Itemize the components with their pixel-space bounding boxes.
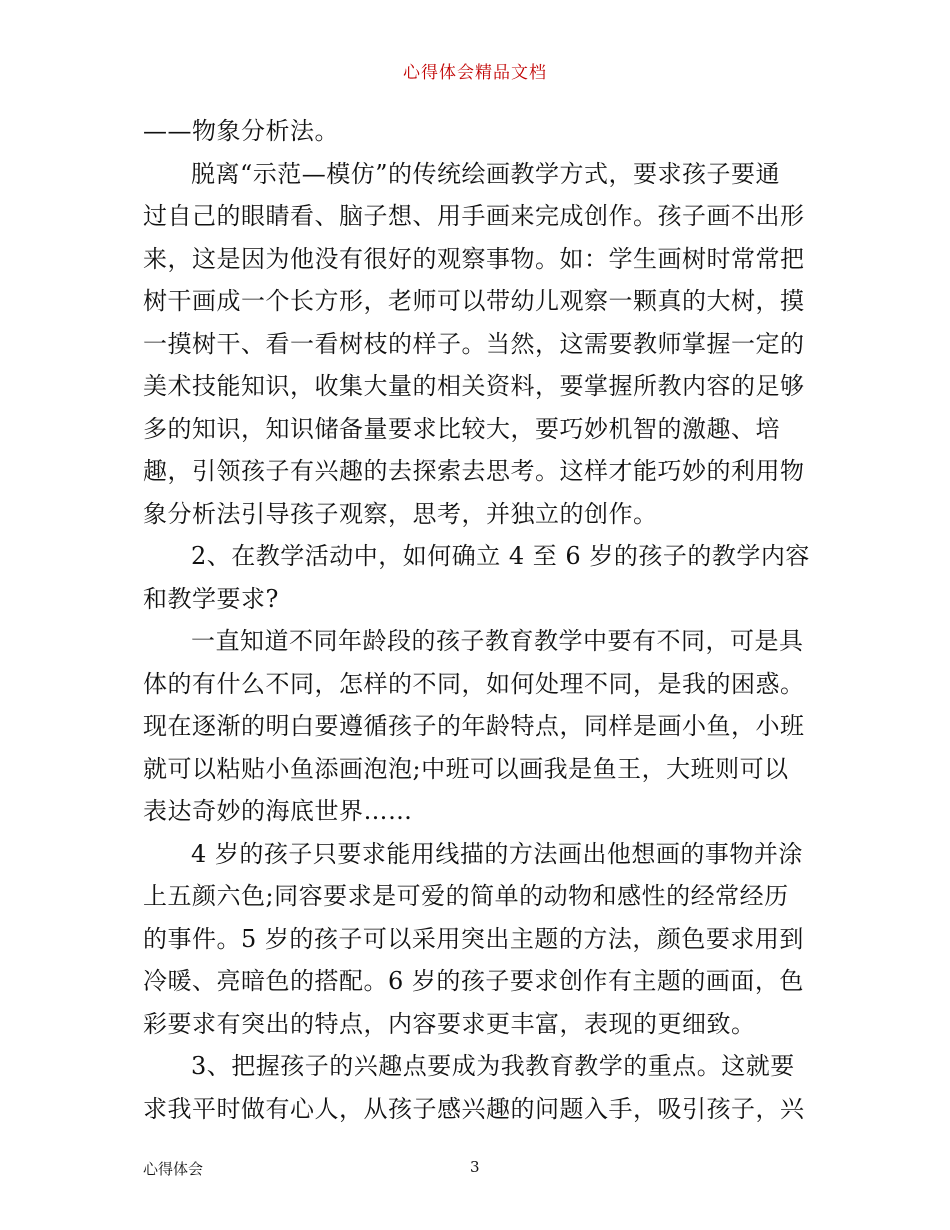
text-line: 一直知道不同年龄段的孩子教育教学中要有不同，可是具 (191, 627, 804, 655)
text-line: 冷暖、亮暗色的搭配。6 岁的孩子要求创作有主题的画面，色 (143, 967, 804, 995)
text-line: ——物象分析法。 (143, 117, 339, 145)
text-line: 多的知识，知识储备量要求比较大，要巧妙机智的激趣、培 (143, 414, 780, 443)
page-number: 3 (470, 1158, 480, 1176)
text-line: 2、在教学活动中，如何确立 4 至 6 岁的孩子的教学内容 (191, 542, 810, 570)
text-line: 趣，引领孩子有兴趣的去探索去思考。这样才能巧妙的利用物 (143, 457, 805, 485)
body-text (143, 110, 818, 1130)
text-line: 表达奇妙的海底世界…… (143, 797, 413, 825)
text-line: 4 岁的孩子只要求能用线描的方法画出他想画的事物并涂 (191, 839, 803, 868)
text-line: 现在逐渐的明白要遵循孩子的年龄特点，同样是画小鱼，小班 (143, 712, 805, 740)
text-line: 彩要求有突出的特点，内容要求更丰富，表现的更细致。 (143, 1009, 756, 1038)
text-line: 就可以粘贴小鱼添画泡泡;中班可以画我是鱼王，大班则可以 (143, 754, 789, 783)
text-line: 和教学要求? (143, 584, 279, 613)
text-line: 象分析法引导孩子观察，思考，并独立的创作。 (143, 499, 658, 528)
text-line: 求我平时做有心人，从孩子感兴趣的问题入手，吸引孩子，兴 (143, 1094, 805, 1123)
text-line: 体的有什么不同，怎样的不同，如何处理不同，是我的困惑。 (143, 669, 805, 698)
footer-label: 心得体会 (143, 1160, 204, 1178)
text-line: 脱离“示范—模仿”的传统绘画教学方式，要求孩子要通 (191, 159, 781, 188)
text-line: 一摸树干、看一看树枝的样子。当然，这需要教师掌握一定的 (143, 329, 805, 358)
document-header-title: 心得体会精品文档 (403, 63, 547, 83)
text-line: 3、把握孩子的兴趣点要成为我教育教学的重点。这就要 (191, 1052, 795, 1080)
text-line: 过自己的眼睛看、脑子想、用手画来完成创作。孩子画不出形 (143, 202, 805, 230)
text-line: 树干画成一个长方形，老师可以带幼儿观察一颗真的大树，摸 (143, 287, 805, 315)
text-line: 美术技能知识，收集大量的相关资料，要掌握所教内容的足够 (143, 372, 805, 400)
text-line: 上五颜六色;同容要求是可爱的简单的动物和感性的经常经历 (143, 882, 789, 910)
text-line: 来，这是因为他没有很好的观察事物。如：学生画树时常常把 (143, 244, 805, 273)
text-line: 的事件。5 岁的孩子可以采用突出主题的方法，颜色要求用到 (143, 924, 804, 953)
